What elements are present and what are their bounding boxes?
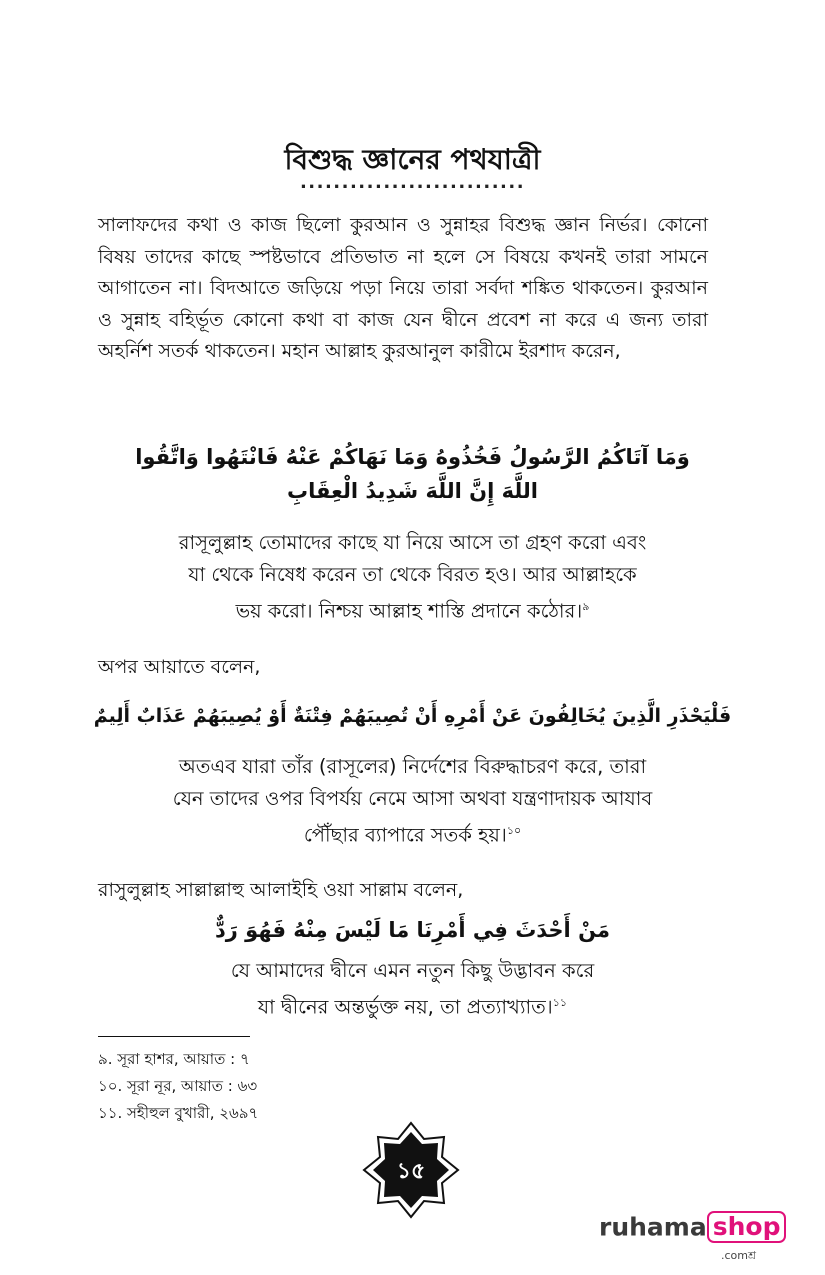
translation-text: পৌঁছার ব্যাপারে সতর্ক হয়। — [303, 823, 507, 847]
page-number-emblem — [361, 1120, 461, 1220]
verse-1-translation — [100, 527, 725, 628]
hadith-translation — [100, 955, 725, 1024]
verse-2-translation — [100, 751, 725, 852]
body-paragraph: সালাফদের কথা ও কাজ ছিলো কুরআন ও সুন্নাহর বিশুদ্ধ জ্ঞান নির্ভর। কোনো বিষয় তাদের কাছে স্পষ্টভাবে প্রতিভাত না হলে সে বিষয়ে কখনই তারা সামনে আগাতেন না। বিদআতে জড়িয়ে পড়া নিয়ে তারা সর্বদা শঙ্কিত থাকতেন। কুরআন ও সুন্নাহ বহির্ভূত কোনো কথা বা কাজ যেন দ্বীনে প্রবেশ না করে এ জন্য তারা অহর্নিশ সতর্ক থাকতেন। মহান আল্লাহ কুরআনুল কারীমে ইরশাদ করেন, — [98, 214, 708, 362]
hadith-arabic: مَنْ أَحْدَثَ فِي أَمْرِنَا مَا لَيْسَ مِنْهُ فَهُوَ رَدٌّ — [215, 918, 610, 942]
arabic-line: اللَّهَ إِنَّ اللَّهَ شَدِيدُ الْعِقَابِ — [287, 479, 538, 503]
translation-line — [100, 987, 725, 1024]
footnote-item: ১০. সূরা নূর, আয়াত : ৬৩ — [98, 1077, 258, 1095]
brand-logo — [599, 1211, 786, 1243]
quran-verse-2-arabic: فَلْيَحْذَرِ الَّذِينَ يُخَالِفُونَ عَنْ أَمْرِهِ أَنْ تُصِيبَهُمْ فِتْنَةٌ أَوْ يُصِيبَهُمْ عَذَابٌ أَلِيمٌ — [93, 705, 732, 727]
page-number: ১৫ — [396, 1159, 426, 1184]
translation-text: যা দ্বীনের অন্তর্ভুক্ত নয়, তা প্রত্যাখ্যাত। — [257, 995, 553, 1019]
chapter-title: বিশুদ্ধ জ্ঞানের পথযাত্রী — [284, 143, 541, 176]
footnote-marker: ৯ — [582, 600, 590, 613]
footnote-marker: ১১ — [552, 996, 568, 1009]
brand-domain: .comশ্র — [721, 1249, 756, 1262]
footnote-divider — [98, 1036, 250, 1037]
translation-line: অতএব যারা তাঁর (রাসূলের) নির্দেশের বিরুদ্ধাচরণ করে, তারা — [178, 755, 647, 778]
quran-verse-1-arabic — [80, 440, 745, 508]
translation-line: রাসূলুল্লাহ তোমাদের কাছে যা নিয়ে আসে তা গ্রহণ করো এবং — [178, 531, 647, 554]
footnote-item: ৯. সূরা হাশর, আয়াত : ৭ — [98, 1050, 250, 1068]
translation-line — [100, 815, 725, 852]
title-dotted-rule: ........................... — [299, 172, 526, 193]
footnote-marker: ১০ — [506, 824, 522, 837]
brand-name: ruhama — [599, 1212, 707, 1242]
intro-line: অপর আয়াতে বলেন, — [98, 656, 261, 678]
translation-line: যা থেকে নিষেধ করেন তা থেকে বিরত হও। আর আল্লাহকে — [188, 563, 637, 586]
translation-text: ভয় করো। নিশ্চয় আল্লাহ শাস্তি প্রদানে কঠোর। — [235, 599, 583, 623]
translation-line: যেন তাদের ওপর বিপর্যয় নেমে আসা অথবা যন্ত্রণাদায়ক আযাব — [172, 787, 653, 810]
footnote-item: ১১. সহীহুল বুখারী, ২৬৯৭ — [98, 1104, 259, 1122]
translation-line — [100, 591, 725, 628]
translation-line: যে আমাদের দ্বীনে এমন নতুন কিছু উদ্ভাবন করে — [230, 959, 595, 982]
brand-shop-badge: shop — [707, 1211, 787, 1243]
arabic-line: وَمَا آتَاكُمُ الرَّسُولُ فَخُذُوهُ وَمَا نَهَاكُمْ عَنْهُ فَانْتَهُوا وَاتَّقُوا — [135, 445, 690, 469]
intro-line: রাসুলুল্লাহ সাল্লাল্লাহু আলাইহি ওয়া সাল্লাম বলেন, — [98, 879, 464, 901]
